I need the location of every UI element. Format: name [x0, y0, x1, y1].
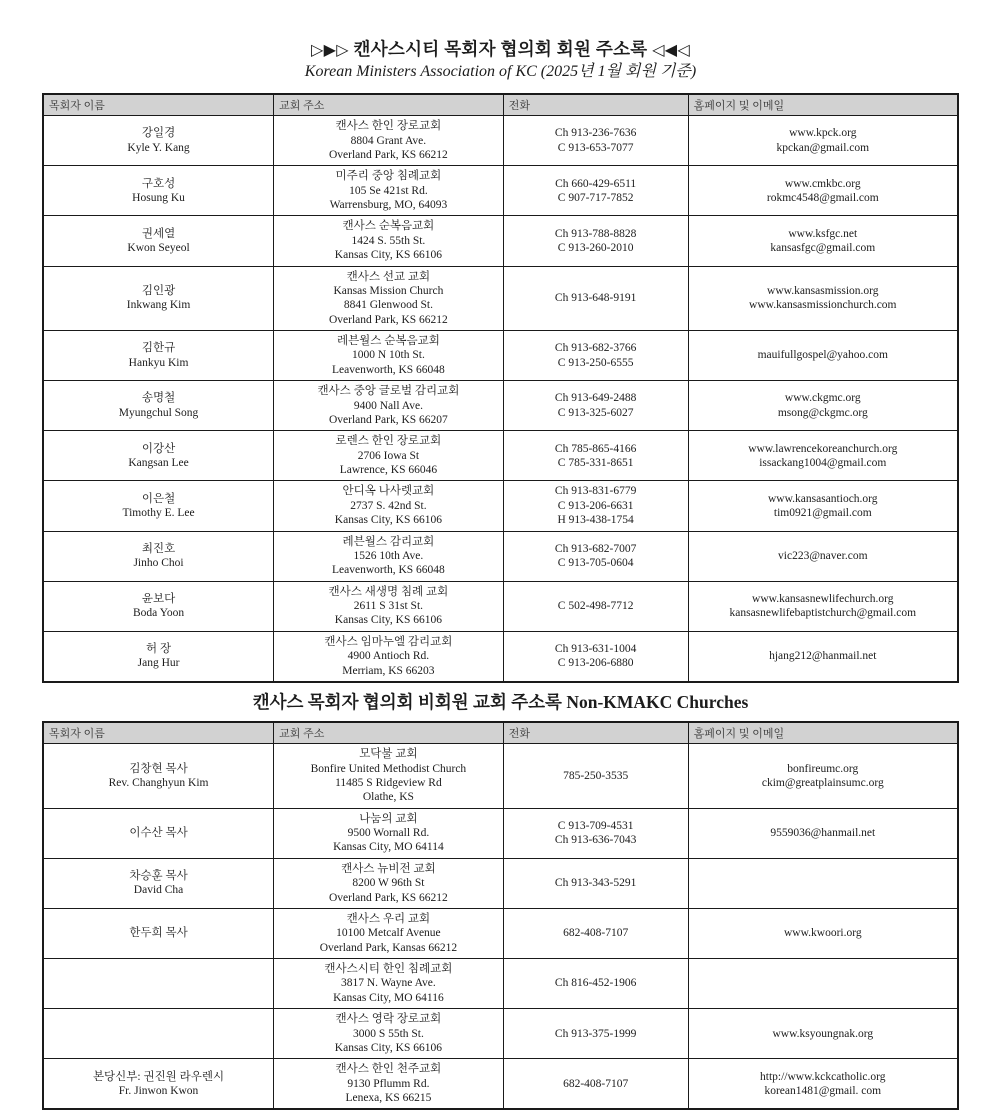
minister-name-cell — [43, 908, 274, 958]
cell-line: Kansas City, MO 64114 — [333, 841, 444, 854]
phone-cell — [503, 1059, 688, 1110]
column-header-name: 목회자 이름 — [43, 94, 274, 116]
cell-line: 캔사스 중앙 글로벌 감리교회 — [317, 385, 460, 398]
table-row — [43, 266, 958, 331]
cell-line: Ch 913-236-7636 — [554, 127, 637, 140]
cell-line: www.kansasantioch.org — [768, 492, 878, 505]
cell-line: Overland Park, Kansas 66212 — [319, 941, 458, 954]
cell-line: Lenexa, KS 66215 — [345, 1092, 432, 1105]
cell-line: Kansas City, KS 66106 — [334, 514, 443, 527]
column-header-phone: 전화 — [503, 94, 688, 116]
cell-line: 9130 Pflumm Rd. — [347, 1077, 430, 1090]
web-email-cell — [688, 631, 958, 682]
cell-line: 2611 S 31st St. — [353, 600, 424, 613]
cell-line: kansasnewlifebaptistchurch@gmail.com — [729, 607, 917, 620]
cell-line: 이은철 — [141, 492, 176, 505]
cell-line: mauifullgospel@yahoo.com — [757, 349, 888, 362]
cell-line: 김인광 — [141, 284, 176, 297]
phone-cell — [503, 216, 688, 266]
cell-line: Inkwang Kim — [126, 299, 191, 312]
cell-line: 캔사스 뉴비전 교회 — [341, 862, 436, 875]
web-email-cell — [688, 959, 958, 1009]
web-email-cell — [688, 531, 958, 581]
church-address-cell — [274, 858, 504, 908]
table-row — [43, 431, 958, 481]
cell-line: 김한규 — [141, 342, 176, 355]
minister-name-cell — [43, 216, 274, 266]
cell-line: 안디옥 나사렛교회 — [342, 485, 435, 498]
church-address-cell — [274, 481, 504, 531]
cell-line: 785-250-3535 — [563, 769, 629, 782]
cell-line: Ch 785-865-4166 — [554, 442, 637, 455]
church-address-cell — [274, 331, 504, 381]
cell-line: Fr. Jinwon Kwon — [118, 1084, 199, 1097]
cell-line: Overland Park, KS 66207 — [328, 413, 448, 426]
phone-cell — [503, 381, 688, 431]
cell-line: Kansas Mission Church — [333, 284, 444, 297]
cell-line: korean1481@gmail. com — [764, 1084, 882, 1097]
table-row — [43, 808, 958, 858]
cell-line: www.kansasmission.org — [767, 284, 879, 297]
web-email-cell — [688, 581, 958, 631]
cell-line: 682-408-7107 — [563, 927, 629, 940]
cell-line: 캔사스 우리 교회 — [346, 912, 431, 925]
cell-line: http://www.kckcatholic.org — [760, 1070, 886, 1083]
cell-line: Kangsan Lee — [128, 456, 189, 469]
web-email-cell — [688, 431, 958, 481]
cell-line: www.lawrencekoreanchurch.org — [748, 442, 898, 455]
cell-line: Olathe, KS — [362, 791, 414, 804]
cell-line: Kwon Seyeol — [127, 242, 190, 254]
cell-line: ckim@greatplainsumc.org — [761, 776, 884, 789]
cell-line: tim0921@gmail.com — [773, 507, 872, 519]
cell-line: Myungchul Song — [118, 406, 199, 419]
cell-line: Ch 913-682-7007 — [554, 542, 637, 555]
web-email-cell — [688, 744, 958, 809]
church-address-cell — [274, 744, 504, 809]
cell-line: www.kwoori.org — [783, 927, 862, 940]
cell-line: Kyle Y. Kang — [127, 141, 190, 154]
non-kmakc-section-title — [42, 693, 959, 712]
page-title — [42, 40, 959, 60]
cell-line: Hankyu Kim — [128, 356, 189, 369]
minister-name-cell — [43, 431, 274, 481]
cell-line: Ch 913-343-5291 — [554, 877, 637, 890]
web-email-cell — [688, 481, 958, 531]
minister-name-cell — [43, 381, 274, 431]
table-row — [43, 381, 958, 431]
cell-line: C 913-653-7077 — [557, 141, 634, 154]
cell-line: 1526 10th Ave. — [353, 549, 424, 562]
cell-line: Leavenworth, KS 66048 — [332, 564, 445, 577]
cell-line: Overland Park, KS 66212 — [328, 313, 448, 326]
cell-line: rokmc4548@gmail.com — [766, 191, 879, 204]
cell-line: issackang1004@gmail.com — [759, 456, 887, 469]
phone-cell — [503, 959, 688, 1009]
cell-line: C 913-206-6631 — [557, 499, 634, 512]
cell-line: 1000 N 10th St. — [351, 349, 425, 362]
phone-cell — [503, 481, 688, 531]
phone-cell — [503, 266, 688, 331]
cell-line: 이수산 목사 — [129, 827, 188, 840]
cell-line: 윤보다 — [141, 592, 176, 605]
cell-line: 캔사스 영락 장로교회 — [335, 1013, 442, 1026]
cell-line: Ch 913-648-9191 — [554, 292, 637, 305]
cell-line: 9559036@hanmail.net — [770, 827, 876, 840]
cell-line: www.kansasnewlifechurch.org — [752, 592, 894, 605]
table-row — [43, 744, 958, 809]
cell-line: www.kpck.org — [789, 127, 857, 140]
non-kmakc-title-english: Non-KMAKC Churches — [566, 691, 749, 712]
cell-line: Timothy E. Lee — [122, 507, 195, 519]
web-email-cell — [688, 266, 958, 331]
cell-line: Ch 913-649-2488 — [554, 392, 637, 405]
church-address-cell — [274, 808, 504, 858]
cell-line: 캔사스 새생명 침례 교회 — [328, 585, 449, 598]
church-address-cell — [274, 381, 504, 431]
phone-cell — [503, 531, 688, 581]
cell-line: 본당신부: 권진원 라우렌시 — [92, 1070, 225, 1083]
cell-line: 레븐월스 순복음교회 — [336, 335, 440, 348]
cell-line: C 913-705-0604 — [557, 557, 634, 570]
phone-cell — [503, 166, 688, 216]
cell-line: Ch 913-636-7043 — [554, 834, 637, 847]
table-row — [43, 116, 958, 166]
minister-name-cell — [43, 744, 274, 809]
cell-line: kansasfgc@gmail.com — [770, 242, 876, 254]
cell-line: Overland Park, KS 66212 — [328, 891, 448, 904]
minister-name-cell — [43, 631, 274, 682]
cell-line: Ch 913-682-3766 — [554, 342, 637, 355]
cell-line: C 913-325-6027 — [557, 406, 634, 419]
non-kmakc-churches-table — [42, 721, 959, 1110]
cell-line: www.ckgmc.org — [784, 392, 861, 405]
minister-name-cell — [43, 858, 274, 908]
cell-line: Ch 816-452-1906 — [554, 977, 637, 990]
phone-cell — [503, 858, 688, 908]
church-address-cell — [274, 581, 504, 631]
cell-line: Boda Yoon — [132, 607, 185, 620]
cell-line: 11485 S Ridgeview Rd — [335, 776, 442, 789]
web-email-cell — [688, 1009, 958, 1059]
web-email-cell — [688, 216, 958, 266]
cell-line: hjang212@hanmail.net — [769, 650, 877, 663]
cell-line: www.ksfgc.net — [788, 227, 858, 240]
cell-line: 4900 Antioch Rd. — [347, 650, 430, 663]
minister-name-cell — [43, 331, 274, 381]
minister-name-cell — [43, 581, 274, 631]
church-address-cell — [274, 959, 504, 1009]
web-email-cell — [688, 331, 958, 381]
table-row — [43, 481, 958, 531]
title-arrows-right-icon: ◁◀◁ — [652, 42, 690, 59]
cell-line: 캔사스 순복음교회 — [342, 220, 435, 233]
minister-name-cell — [43, 1059, 274, 1110]
cell-line: C 785-331-8651 — [557, 456, 634, 469]
cell-line: msong@ckgmc.org — [777, 406, 868, 419]
minister-name-cell — [43, 166, 274, 216]
cell-line: 8804 Grant Ave. — [350, 134, 427, 147]
cell-line: 송명철 — [141, 392, 176, 405]
cell-line: C 913-206-6880 — [557, 657, 634, 670]
table-row — [43, 858, 958, 908]
cell-line: www.kansasmissionchurch.com — [749, 299, 897, 312]
table-row — [43, 531, 958, 581]
cell-line: C 913-250-6555 — [557, 356, 634, 369]
column-header-church-address: 교회 주소 — [274, 94, 504, 116]
table-header-row — [43, 94, 958, 116]
cell-line: 1424 S. 55th St. — [351, 234, 426, 247]
cell-line: 미주리 중앙 침례교회 — [335, 170, 442, 183]
page-subtitle: Korean Ministers Association of KC (2025년 1월 회원 기준) — [304, 62, 697, 80]
cell-line: 8841 Glenwood St. — [343, 299, 433, 312]
cell-line: Overland Park, KS 66212 — [328, 148, 448, 161]
cell-line: 캔사스 한인 천주교회 — [335, 1063, 442, 1076]
church-address-cell — [274, 431, 504, 481]
cell-line: 3000 S 55th St. — [352, 1027, 424, 1040]
minister-name-cell — [43, 266, 274, 331]
cell-line: C 502-498-7712 — [557, 600, 634, 613]
cell-line: 2706 Iowa St — [357, 449, 420, 462]
church-address-cell — [274, 116, 504, 166]
web-email-cell — [688, 858, 958, 908]
church-address-cell — [274, 1009, 504, 1059]
column-header-web-email: 홈페이지 및 이메일 — [688, 722, 958, 744]
cell-line: 캔사스시티 한인 침례교회 — [324, 963, 453, 976]
cell-line: Ch 913-631-1004 — [554, 643, 637, 655]
page-title-text: 캔사스시티 목회자 협의회 회원 주소록 — [353, 39, 648, 59]
cell-line: Rev. Changhyun Kim — [108, 776, 209, 789]
cell-line: 이강산 — [141, 442, 176, 455]
column-header-phone: 전화 — [503, 722, 688, 744]
minister-name-cell — [43, 959, 274, 1009]
phone-cell — [503, 116, 688, 166]
minister-name-cell — [43, 116, 274, 166]
web-email-cell — [688, 166, 958, 216]
cell-line: 허 장 — [145, 643, 172, 655]
cell-line: 9500 Wornall Rd. — [347, 827, 430, 840]
cell-line: 캔사스 한인 장로교회 — [335, 120, 442, 133]
minister-name-cell — [43, 1009, 274, 1059]
cell-line: Leavenworth, KS 66048 — [332, 363, 445, 376]
cell-line: 2737 S. 42nd St. — [350, 499, 427, 512]
cell-line: Ch 913-831-6779 — [554, 485, 637, 498]
non-kmakc-title-korean: 캔사스 목회자 협의회 비회원 교회 주소록 — [252, 691, 562, 712]
cell-line: 권세열 — [141, 227, 176, 240]
phone-cell — [503, 431, 688, 481]
cell-line: Kansas City, KS 66106 — [334, 1041, 443, 1054]
phone-cell — [503, 631, 688, 682]
cell-line: kpckan@gmail.com — [776, 141, 870, 154]
table-row — [43, 631, 958, 682]
cell-line: 10100 Metcalf Avenue — [336, 927, 441, 940]
church-address-cell — [274, 166, 504, 216]
phone-cell — [503, 331, 688, 381]
church-address-cell — [274, 631, 504, 682]
title-arrows-left-icon: ▷▶▷ — [310, 42, 349, 59]
phone-cell — [503, 808, 688, 858]
table-row — [43, 581, 958, 631]
cell-line: 682-408-7107 — [563, 1077, 629, 1090]
cell-line: Bonfire United Methodist Church — [310, 762, 467, 775]
phone-cell — [503, 581, 688, 631]
cell-line: Ch 913-375-1999 — [554, 1027, 637, 1040]
cell-line: 9400 Nall Ave. — [353, 399, 423, 412]
cell-line: 김창현 목사 — [129, 762, 188, 775]
cell-line: Kansas City, MO 64116 — [333, 991, 444, 1004]
table-row — [43, 331, 958, 381]
cell-line: 로렌스 한인 장로교회 — [335, 435, 442, 448]
minister-name-cell — [43, 531, 274, 581]
cell-line: 한두희 목사 — [129, 927, 188, 940]
church-address-cell — [274, 908, 504, 958]
cell-line: Hosung Ku — [132, 191, 185, 204]
cell-line: vic223@naver.com — [778, 549, 868, 562]
column-header-name: 목회자 이름 — [43, 722, 274, 744]
web-email-cell — [688, 116, 958, 166]
table-row — [43, 1009, 958, 1059]
cell-line: 최진호 — [141, 542, 176, 555]
cell-line: 차승훈 목사 — [129, 870, 188, 882]
column-header-web-email: 홈페이지 및 이메일 — [688, 94, 958, 116]
cell-line: 강일경 — [141, 127, 176, 140]
cell-line: C 913-709-4531 — [557, 819, 634, 832]
cell-line: bonfireumc.org — [787, 762, 859, 775]
cell-line: 나눔의 교회 — [359, 812, 418, 825]
web-email-cell — [688, 808, 958, 858]
church-address-cell — [274, 1059, 504, 1110]
table-row — [43, 908, 958, 958]
cell-line: Kansas City, KS 66106 — [334, 249, 443, 262]
cell-line: www.ksyoungnak.org — [772, 1027, 874, 1040]
cell-line: 8200 W 96th St — [352, 877, 425, 890]
table-row — [43, 1059, 958, 1110]
church-address-cell — [274, 531, 504, 581]
cell-line: 105 Se 421st Rd. — [349, 184, 428, 197]
minister-name-cell — [43, 481, 274, 531]
cell-line: 레븐월스 감리교회 — [342, 535, 435, 548]
table-row — [43, 166, 958, 216]
phone-cell — [503, 1009, 688, 1059]
column-header-church-address: 교회 주소 — [274, 722, 504, 744]
kmakc-members-table — [42, 93, 959, 683]
cell-line: 구호성 — [141, 177, 176, 190]
cell-line: 모닥불 교회 — [359, 748, 418, 761]
cell-line: C 913-260-2010 — [557, 242, 634, 254]
church-address-cell — [274, 216, 504, 266]
cell-line: 캔사스 임마누엘 감리교회 — [324, 635, 453, 648]
cell-line: Ch 660-429-6511 — [555, 177, 637, 190]
church-address-cell — [274, 266, 504, 331]
cell-line: Jinho Choi — [133, 557, 184, 570]
cell-line: Kansas City, KS 66106 — [334, 614, 443, 627]
cell-line: www.cmkbc.org — [784, 177, 861, 190]
cell-line: H 913-438-1754 — [557, 514, 634, 527]
table-row — [43, 216, 958, 266]
phone-cell — [503, 908, 688, 958]
table-header-row — [43, 722, 958, 744]
cell-line: Lawrence, KS 66046 — [339, 464, 438, 477]
cell-line: C 907-717-7852 — [557, 191, 634, 204]
cell-line: Merriam, KS 66203 — [342, 664, 435, 677]
web-email-cell — [688, 381, 958, 431]
minister-name-cell — [43, 808, 274, 858]
cell-line: Ch 913-788-8828 — [554, 227, 637, 240]
table-row — [43, 959, 958, 1009]
cell-line: David Cha — [133, 884, 184, 897]
cell-line: Warrensburg, MO, 64093 — [329, 199, 448, 212]
cell-line: 3817 N. Wayne Ave. — [341, 977, 436, 990]
web-email-cell — [688, 1059, 958, 1110]
cell-line: Jang Hur — [137, 657, 180, 670]
cell-line: 캔사스 선교 교회 — [346, 270, 431, 283]
web-email-cell — [688, 908, 958, 958]
phone-cell — [503, 744, 688, 809]
